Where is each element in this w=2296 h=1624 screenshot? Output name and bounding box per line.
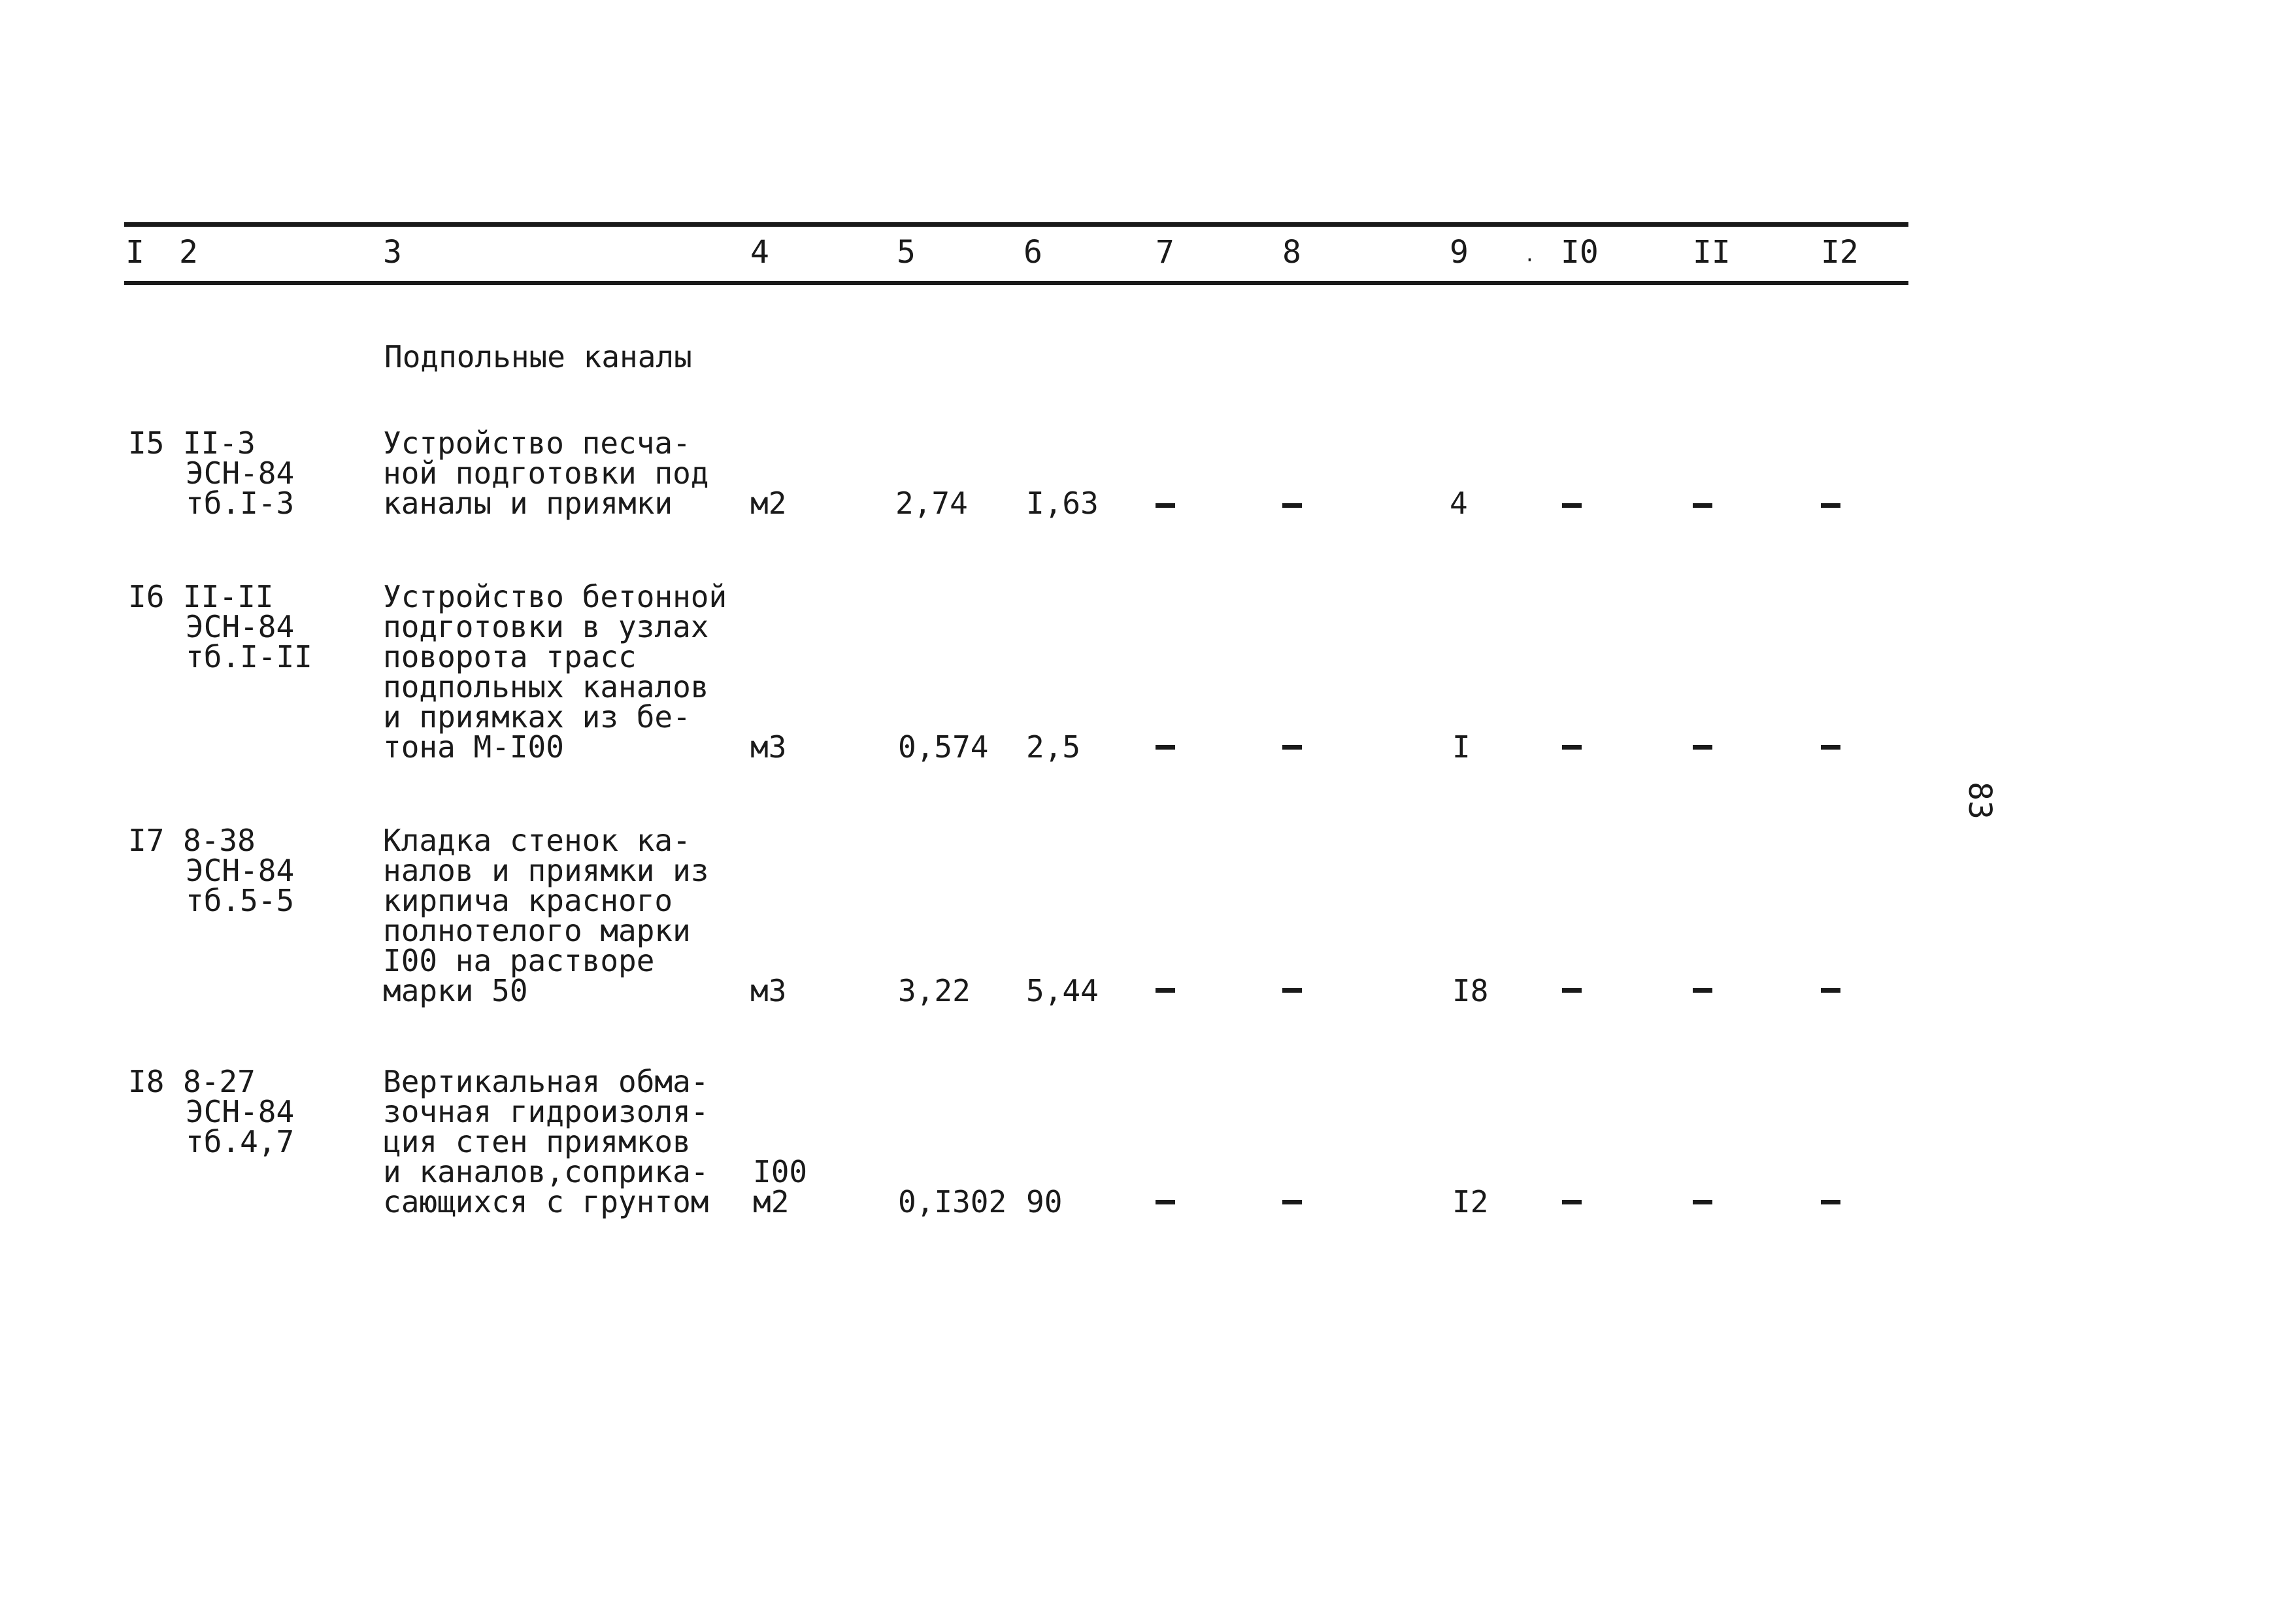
col9-value: I8 xyxy=(1452,973,1489,1008)
header-bottom-rule xyxy=(124,281,1908,285)
dash-col12 xyxy=(1821,745,1840,750)
norm-code: ЭСН-84 xyxy=(186,609,295,644)
work-description: Кладка стенок ка- xyxy=(383,823,691,858)
norm-code: тб.4,7 xyxy=(186,1124,295,1159)
dash-col10 xyxy=(1562,503,1582,508)
work-description: подпольных каналов xyxy=(383,669,709,704)
work-description: и каналов,соприка- xyxy=(383,1154,709,1189)
col-header-1: I xyxy=(125,234,144,271)
col6-value: I,63 xyxy=(1026,486,1099,521)
dash-col12 xyxy=(1821,503,1840,508)
work-description: ция стен приямков xyxy=(383,1124,691,1159)
quantity: 0,I302 xyxy=(898,1184,1007,1219)
work-description: I00 на растворе xyxy=(383,943,655,978)
col-header-9: 9 xyxy=(1450,234,1469,271)
norm-code: 8-38 xyxy=(183,823,256,858)
col-header-7: 7 xyxy=(1156,234,1174,271)
dash-col7 xyxy=(1156,988,1175,993)
col6-value: 5,44 xyxy=(1026,973,1099,1008)
work-description: Устройство песча- xyxy=(383,425,691,461)
quantity: 3,22 xyxy=(898,973,971,1008)
col-header-4: 4 xyxy=(750,234,769,271)
dash-col10 xyxy=(1562,745,1582,750)
work-description: зочная гидроизоля- xyxy=(383,1094,709,1129)
col-header-11: II xyxy=(1693,234,1731,271)
col-header-2: 2 xyxy=(179,234,198,271)
norm-code: тб.I-II xyxy=(186,639,312,674)
norm-code: ЭСН-84 xyxy=(186,853,295,888)
col-header-12: I2 xyxy=(1821,234,1859,271)
unit: м2 xyxy=(753,1184,790,1219)
norm-code: тб.5-5 xyxy=(186,883,295,918)
dash-col7 xyxy=(1156,1200,1175,1204)
quantity: 0,574 xyxy=(898,729,989,765)
work-description: марки 50 xyxy=(383,973,528,1008)
unit: м2 xyxy=(750,486,787,521)
col6-value: 90 xyxy=(1026,1184,1063,1219)
unit: м3 xyxy=(750,729,787,765)
dash-col12 xyxy=(1821,1200,1840,1204)
col-header-8: 8 xyxy=(1282,234,1301,271)
col-header-10: I0 xyxy=(1561,234,1599,271)
work-description: сающихся с грунтом xyxy=(383,1184,709,1219)
header-top-rule xyxy=(124,222,1908,227)
dash-col11 xyxy=(1693,1200,1712,1204)
quantity: 2,74 xyxy=(895,486,968,521)
dash-col11 xyxy=(1693,988,1712,993)
dash-col7 xyxy=(1156,503,1175,508)
section-title: Подпольные каналы xyxy=(384,339,692,374)
dash-col12 xyxy=(1821,988,1840,993)
work-description: налов и приямки из xyxy=(383,853,709,888)
col-header-3: 3 xyxy=(383,234,402,271)
dash-col7 xyxy=(1156,745,1175,750)
col6-value: 2,5 xyxy=(1026,729,1081,765)
work-description: Устройство бетонной xyxy=(383,579,727,614)
norm-code: 8-27 xyxy=(183,1064,256,1099)
norm-code: ЭСН-84 xyxy=(186,1094,295,1129)
dash-col11 xyxy=(1693,503,1712,508)
work-description: ной подготовки под xyxy=(383,456,709,491)
dash-col10 xyxy=(1562,988,1582,993)
work-description: и приямках из бе- xyxy=(383,699,691,735)
dash-col10 xyxy=(1562,1200,1582,1204)
work-description: кирпича красного xyxy=(383,883,673,918)
work-description: каналы и приямки xyxy=(383,486,673,521)
page-number: 83 xyxy=(1961,782,1998,820)
norm-code: II-3 xyxy=(183,425,256,461)
work-description: Вертикальная обма- xyxy=(383,1064,709,1099)
norm-code: ЭСН-84 xyxy=(186,456,295,491)
row-number: I7 xyxy=(128,823,165,858)
dash-col11 xyxy=(1693,745,1712,750)
col-header-6: 6 xyxy=(1023,234,1042,271)
row-number: I8 xyxy=(128,1064,165,1099)
col9-value: 4 xyxy=(1450,486,1468,521)
col9-value: I2 xyxy=(1452,1184,1489,1219)
dash-col8 xyxy=(1282,745,1302,750)
col9-value: I xyxy=(1452,729,1471,765)
col-header-5: 5 xyxy=(897,234,916,271)
work-description: полнотелого марки xyxy=(383,913,691,948)
norm-code: II-II xyxy=(183,579,274,614)
dash-col8 xyxy=(1282,988,1302,993)
work-description: подготовки в узлах xyxy=(383,609,709,644)
work-description: тона М-I00 xyxy=(383,729,564,765)
row-number: I5 xyxy=(128,425,165,461)
work-description: поворота трасс xyxy=(383,639,637,674)
unit: I00 xyxy=(753,1154,808,1189)
unit: м3 xyxy=(750,973,787,1008)
row-number: I6 xyxy=(128,579,165,614)
norm-code: тб.I-3 xyxy=(186,486,295,521)
dash-col8 xyxy=(1282,503,1302,508)
col-header-separator: · xyxy=(1524,249,1535,271)
dash-col8 xyxy=(1282,1200,1302,1204)
